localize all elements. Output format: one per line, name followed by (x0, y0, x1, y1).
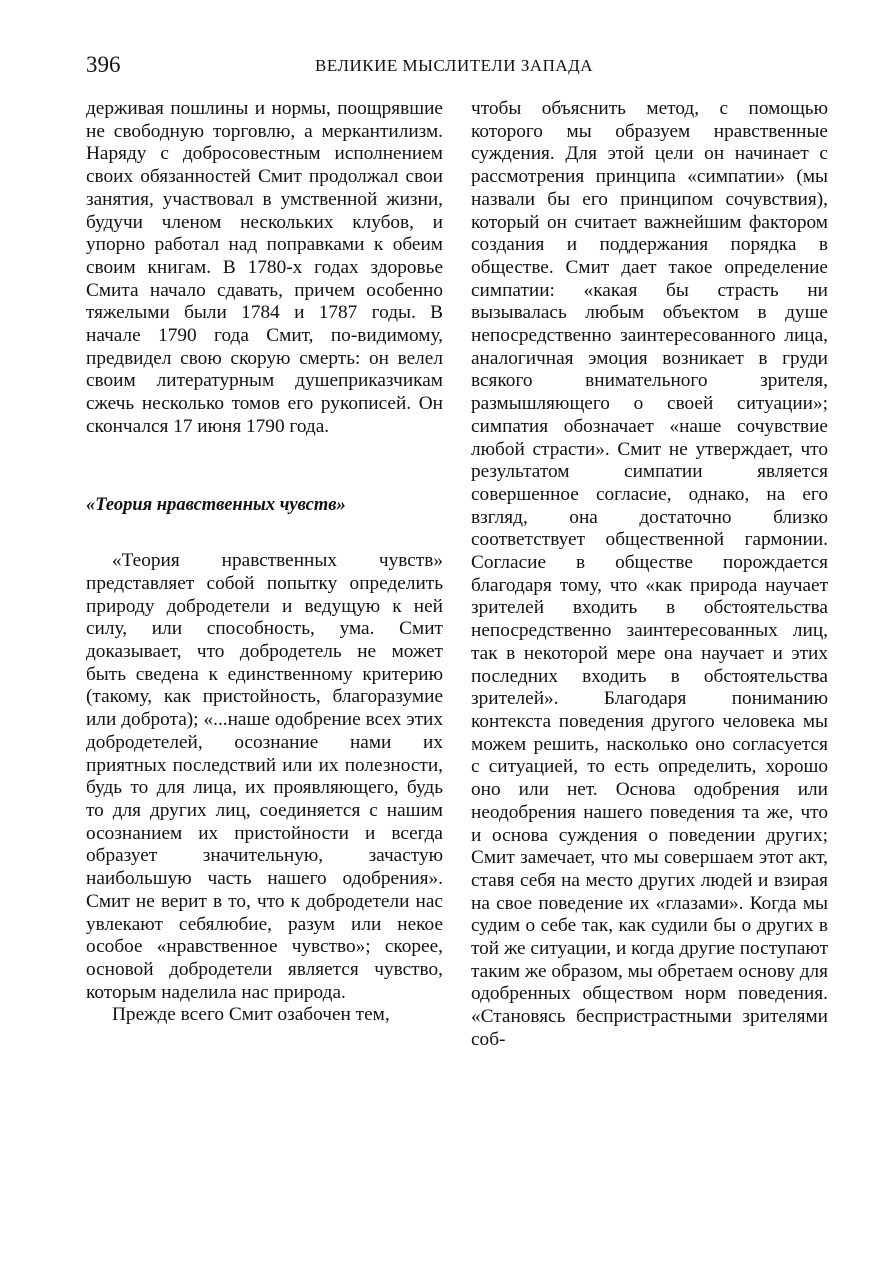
left-paragraph-2: «Теория нравственных чувств» представляет собой попытку определить природу добродетели и ведущую к ней силу, или способность, ума. Смит доказывает, что добродетель не может быть сведена к единственному критерию (такому, как пристойность, благоразумие или доброта); «...наше одобрение всех этих добродетелей, осознание нами их приятных последствий или их полезности, будь то для лица, их проявляющего, будь то для других лиц, соединяется с нашим осознанием их пристойности и всегда образует значительную, зачастую наибольшую часть нашего одобрения». Смит не верит в то, что к добродетели нас увлекают себялюбие, разум или некое особое «нравственное чувство»; скорее, основой добродетели является чувство, которым наделила нас природа. (86, 550, 443, 1003)
section-heading: «Теория нравственных чувств» (86, 494, 346, 515)
page-number: 396 (86, 52, 121, 77)
page-header (86, 52, 828, 86)
left-column (86, 98, 443, 1027)
left-paragraph-1: держивая пошлины и нормы, поощрявшие не свободную торговлю, а меркантилизм. Наряду с добросовестным исполнением своих обязанностей Смит продолжал свои занятия, участвовал в умственной жизни, будучи членом нескольких клубов, и упорно работал над поправками к обеим своим книгам. В 1780-х годах здоровье Смита начало сдавать, причем особенно тяжелыми были 1784 и 1787 годы. В начале 1790 года Смит, по-видимому, предвидел свою скорую смерть: он велел своим литературным душеприказчикам сжечь несколько томов его рукописей. Он скончался 17 июня 1790 года. (86, 98, 443, 437)
left-paragraph-3: Прежде всего Смит озабочен тем, (112, 1004, 390, 1026)
right-column (471, 98, 828, 1052)
right-paragraph-1: чтобы объяснить метод, с помощью которого мы образуем нравственные суждения. Для этой цели он начинает с рассмотрения принципа «симпатии» (мы назвали бы его принципом сочувствия), который он считает важнейшим фактором создания и поддержания порядка в обществе. Смит дает такое определение симпатии: «какая бы страсть ни вызывалась любым объектом в душе непосредственно заинтересованного лица, аналогичная эмоция возникает в груди всякого внимательного зрителя, размышляющего о своей ситуации»; симпатия обозначает «наше сочувствие любой страсти». Смит не утверждает, что результатом симпатии является совершенное согласие, однако, на его взгляд, она достаточно близко соответствует общественной гармонии. Согласие в обществе порождается благодаря тому, что «как природа научает зрителей входить в обстоятельства непосредственно заинтересованных лиц, так в некоторой мере она научает и этих последних входить в обстоятельства зрителей». Благодаря пониманию контекста поведения другого человека мы можем решить, насколько оно согласуется с ситуацией, то есть определить, хорошо оно или нет. Основа одобрения или неодобрения нашего поведения та же, что и основа суждения о поведении других; Смит замечает, что мы совершаем этот акт, ставя себя на место других людей и взирая на свое поведение их «глазами». Когда мы судим о себе так, как судили бы о других в той же ситуации, и когда другие поступают таким же образом, мы обретаем основу для одобренных обществом норм поведения. «Становясь беспристрастными зрителями соб- (471, 98, 828, 1050)
running-title: ВЕЛИКИЕ МЫСЛИТЕЛИ ЗАПАДА (315, 56, 594, 75)
